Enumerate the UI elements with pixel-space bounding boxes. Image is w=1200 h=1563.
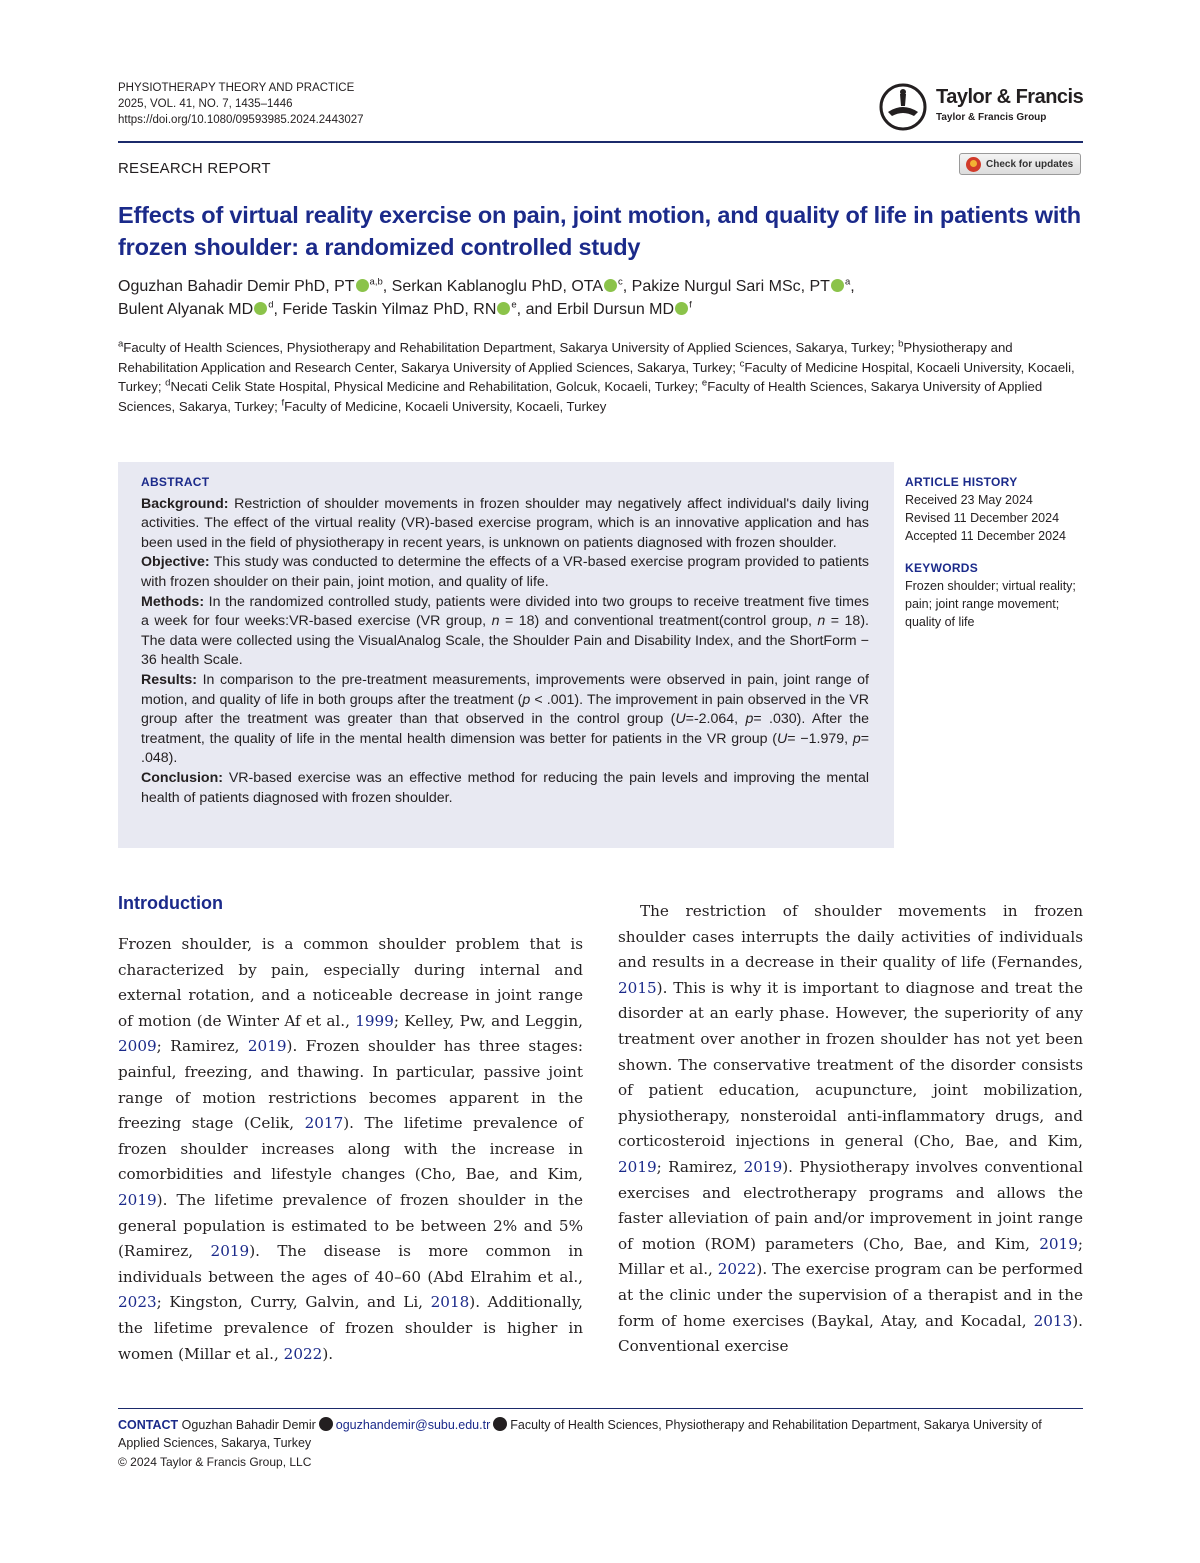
journal-info (118, 80, 364, 128)
italic-p: p (852, 730, 861, 747)
citation-year-link[interactable]: 2013 (1033, 1311, 1073, 1330)
citation-year-link[interactable]: 2019 (118, 1190, 157, 1209)
contact-name: Oguzhan Bahadir Demir (181, 1418, 316, 1432)
abstract-background (141, 495, 869, 554)
citation-year-link[interactable]: 2019 (210, 1242, 250, 1261)
journal-name: PHYSIOTHERAPY THEORY AND PRACTICE (118, 82, 355, 94)
orcid-icon[interactable] (254, 302, 267, 315)
report-type: RESEARCH REPORT (118, 160, 271, 177)
section-text: = .030). After the treatment, the quality of life in the mental health dimension was better for patients in the VR group ( (141, 711, 869, 747)
citation-year-link[interactable]: 2019 (1039, 1234, 1078, 1253)
body-text: ; Ramirez, (156, 1037, 248, 1056)
body-text: ; Millar et al., (618, 1234, 1083, 1279)
body-text: ). Physiotherapy involves conventional exercises and electrotherapy programs and allows the faster alleviation of pain and/or improvement in joint range of motion (ROM) parameters (Cho, Bae, and Kim, (618, 1157, 1083, 1253)
author-separator: , (622, 278, 632, 295)
copyright: © 2024 Taylor & Francis Group, LLC (118, 1455, 312, 1469)
body-text: ; Kelley, Pw, and Leggin, (393, 1011, 584, 1030)
affiliation: Faculty of Medicine Hospital, Kocaeli University, Kocaeli, Turkey; (118, 359, 1075, 395)
affiliations (118, 338, 1083, 416)
section-text: = 18) and conventional treatment(control group, (499, 613, 818, 630)
author-name: Serkan Kablanoglu PhD, OTA (391, 278, 604, 295)
taylor-francis-logo-icon (878, 82, 930, 132)
body-text: ; Kingston, Curry, Galvin, and Li, (156, 1293, 431, 1312)
section-text: = .048). (141, 730, 870, 767)
section-label: Methods: (141, 593, 205, 610)
section-text: In the randomized controlled study, patients were divided into two groups to receive treatment five times a week for four weeks:VR-based exercise (VR group, (141, 593, 869, 630)
body-column-right (618, 899, 1083, 1360)
affil-sup: d (165, 377, 171, 389)
affiliation: Faculty of Health Sciences, Physiotherapy and Rehabilitation Department, Sakarya University of Applied Sciences, Sakarya, Turkey; (123, 340, 895, 355)
section-label: Conclusion: (141, 769, 223, 786)
italic-n: n (491, 613, 500, 630)
body-text: ). The lifetime prevalence of frozen shoulder in the general population is estimated to be between 2% and 5% (Ramirez, (118, 1190, 583, 1261)
body-text: ). This is why it is important to diagnose and treat the disorder at an early phase. However, the superiority of any treatment over another in frozen shoulder has not yet been shown. The conservative treatment of the disorder consists of patient education, acupuncture, joint mobilization, physiotherapy, nonsteroidal anti-inflammatory drugs, and corticosteroid injections in general (Cho, Bae, and Kim, (618, 978, 1083, 1151)
author-separator: , (273, 301, 283, 318)
body-text: ; Ramirez, (656, 1157, 744, 1176)
body-text: ). Additionally, the lifetime prevalence of frozen shoulder is higher in women (Millar et al., (118, 1293, 583, 1363)
author-affil-sup: e (511, 299, 517, 311)
contact-address: Faculty of Health Sciences, Physiotherapy and Rehabilitation Department, Sakarya University of Applied Sciences, Sakarya, Turkey (118, 1418, 1042, 1450)
author-name: Bulent Alyanak MD (118, 301, 254, 318)
check-updates-label: Check for updates (986, 158, 1074, 170)
section-label: Objective: (141, 554, 210, 571)
article-history-heading: ARTICLE HISTORY (905, 475, 1018, 489)
section-text: < .001). The improvement in pain observed in the VR group after the treatment was greater than that observed in the control group ( (141, 691, 869, 728)
citation-year-link[interactable]: 2022 (283, 1344, 323, 1363)
citation-year-link[interactable]: 2019 (618, 1157, 657, 1176)
article-title: Effects of virtual reality exercise on pain, joint motion, and quality of life in patients with frozen shoulder: a randomized controlled study (118, 202, 1081, 260)
author-separator: , (382, 278, 392, 295)
orcid-icon[interactable] (831, 279, 844, 292)
abstract-methods (141, 593, 869, 671)
section-text: In comparison to the pre-treatment measurements, improvements were observed in pain, joint range of motion, and quality of life in both groups after the treatment ( (141, 671, 869, 708)
citation-year-link[interactable]: 2019 (247, 1037, 287, 1056)
italic-u: U (675, 711, 686, 728)
author-name: Feride Taskin Yilmaz PhD, RN (282, 301, 497, 318)
revised-date: Revised 11 December 2024 (905, 511, 1060, 525)
keywords-text: Frozen shoulder; virtual reality; pain; joint range movement; quality of life (905, 579, 1076, 629)
author-name: Pakize Nurgul Sari MSc, PT (631, 278, 830, 295)
section-label: Results: (141, 671, 197, 688)
section-text: VR-based exercise was an effective method for reducing the pain levels and improving the mental health of patients diagnosed with frozen shoulder. (141, 769, 869, 806)
author-separator: , and (516, 301, 557, 318)
section-text: = 18). The data were collected using the VisualAnalog Scale, the Shoulder Pain and Disability Index, and the ShortForm − 36 health Scale. (141, 613, 869, 669)
publisher-group: Taylor & Francis Group (936, 112, 1047, 123)
italic-n: n (817, 613, 826, 630)
orcid-icon[interactable] (497, 302, 510, 315)
abstract-conclusion (141, 769, 869, 808)
abstract (141, 473, 869, 808)
citation-year-link[interactable]: 2023 (118, 1293, 157, 1312)
email-icon (319, 1417, 333, 1431)
intro-paragraph-2 (618, 899, 1083, 1360)
received-date: Received 23 May 2024 (905, 493, 1033, 507)
header-divider (118, 141, 1083, 143)
section-text: Restriction of shoulder movements in frozen shoulder may negatively affect individual's daily living activities. The effect of the virtual reality (VR)-based exercise program, which is an innovative application and has been used in the field of physiotherapy in recent years, is unknown on patients diagnosed with frozen shoulder. (141, 495, 869, 551)
keywords-heading: KEYWORDS (905, 561, 979, 575)
affiliation: Physiotherapy and Rehabilitation Application and Research Center, Sakarya University of Applied Sciences, Sakarya, Turkey; (118, 340, 1013, 375)
affil-sup: e (701, 377, 708, 389)
intro-paragraph-1 (118, 932, 583, 1367)
orcid-icon[interactable] (604, 279, 617, 292)
affiliation: Necati Celik State Hospital, Physical Medicine and Rehabilitation, Golcuk, Kocaeli, Turkey; (170, 379, 699, 395)
body-text: ). The disease is more common in individuals between the ages of 40–60 (Abd Elrahim et al., (118, 1242, 583, 1286)
article-sidebar (905, 473, 1085, 631)
author-list (118, 275, 1083, 321)
citation-year-link[interactable]: 2022 (717, 1260, 757, 1279)
introduction-heading: Introduction (118, 893, 223, 913)
accepted-date: Accepted 11 December 2024 (905, 529, 1066, 543)
citation-year-link[interactable]: 2019 (743, 1157, 783, 1176)
italic-p: p (522, 691, 531, 708)
address-icon (493, 1417, 507, 1431)
body-text: The restriction of shoulder movements in frozen shoulder cases interrupts the daily activities of individuals and results in a decrease in their quality of life (Fernandes, (618, 902, 1083, 972)
section-text: = −1.979, (787, 730, 853, 747)
author-name: Oguzhan Bahadir Demir PhD, PT (118, 278, 355, 295)
body-text: ). The lifetime prevalence of frozen shoulder increases along with the increase in comorbidities and lifestyle changes (Cho, Bae, and Kim, (118, 1114, 583, 1184)
citation-year-link[interactable]: 2018 (430, 1293, 470, 1312)
citation-year-link[interactable]: 2015 (618, 978, 657, 997)
affil-sup: f (281, 397, 285, 409)
section-label: Background: (141, 495, 229, 512)
affiliation: Faculty of Health Sciences, Sakarya University of Applied Sciences, Sakarya, Turkey; (118, 379, 1043, 414)
body-text: Frozen shoulder, is a common shoulder problem that is characterized by pain, especially during internal and external rotation, and a noticeable decrease in joint range of motion (de Winter Af et al., (118, 935, 583, 1030)
publisher-name: Taylor & Francis (936, 86, 1084, 108)
citation-year-link[interactable]: 2009 (118, 1037, 157, 1056)
section-text: This study was conducted to determine the effects of a VR-based exercise program provided to patients with frozen shoulder on their pain, joint motion, and quality of life. (141, 554, 870, 590)
author-affil-sup: a (844, 276, 851, 288)
affil-sup: c (739, 358, 745, 370)
body-text: ). (322, 1344, 334, 1363)
author-affil-sup: d (268, 299, 274, 311)
body-text: ). The exercise program can be performed at the clinic under the supervision of a therapist and in the form of home exercises (Baykal, Atay, and Kocadal, (618, 1260, 1083, 1330)
footer-divider (118, 1408, 1083, 1409)
abstract-objective (141, 553, 869, 592)
affiliation: Faculty of Medicine, Kocaeli University, Kocaeli, Turkey (284, 398, 607, 414)
doi-link[interactable]: https://doi.org/10.1080/09593985.2024.2443027 (118, 114, 364, 126)
author-name: Erbil Dursun MD (556, 301, 675, 318)
crossmark-icon (966, 157, 981, 172)
orcid-icon[interactable] (356, 279, 369, 292)
author-affil-sup: f (689, 299, 692, 311)
abstract-heading: ABSTRACT (141, 475, 210, 489)
affil-sup: b (898, 338, 904, 350)
author-affil-sup: c (618, 276, 623, 288)
italic-p: p (745, 711, 754, 728)
author-separator: , (850, 278, 855, 295)
check-updates-button[interactable] (959, 153, 1081, 175)
abstract-results (141, 671, 869, 769)
affil-sup: a (118, 338, 124, 350)
italic-u: U (777, 730, 788, 747)
body-text: ). Conventional exercise (618, 1311, 1083, 1356)
contact-label: CONTACT (118, 1418, 179, 1432)
body-text: ). Frozen shoulder has three stages: painful, freezing, and thawing. In particular, passive joint range of motion restrictions becomes apparent in the freezing stage (Celik, (118, 1037, 583, 1133)
orcid-icon[interactable] (675, 302, 688, 315)
contact-email[interactable]: oguzhandemir@subu.edu.tr (335, 1418, 491, 1432)
citation-year-link[interactable]: 1999 (355, 1011, 394, 1030)
author-affil-sup: a,b (369, 276, 383, 288)
body-column-left (118, 932, 583, 1367)
volume-info: 2025, VOL. 41, NO. 7, 1435–1446 (118, 98, 293, 110)
citation-year-link[interactable]: 2017 (304, 1114, 344, 1133)
section-text: =-2.064, (685, 711, 746, 728)
contact-info (118, 1416, 1083, 1452)
